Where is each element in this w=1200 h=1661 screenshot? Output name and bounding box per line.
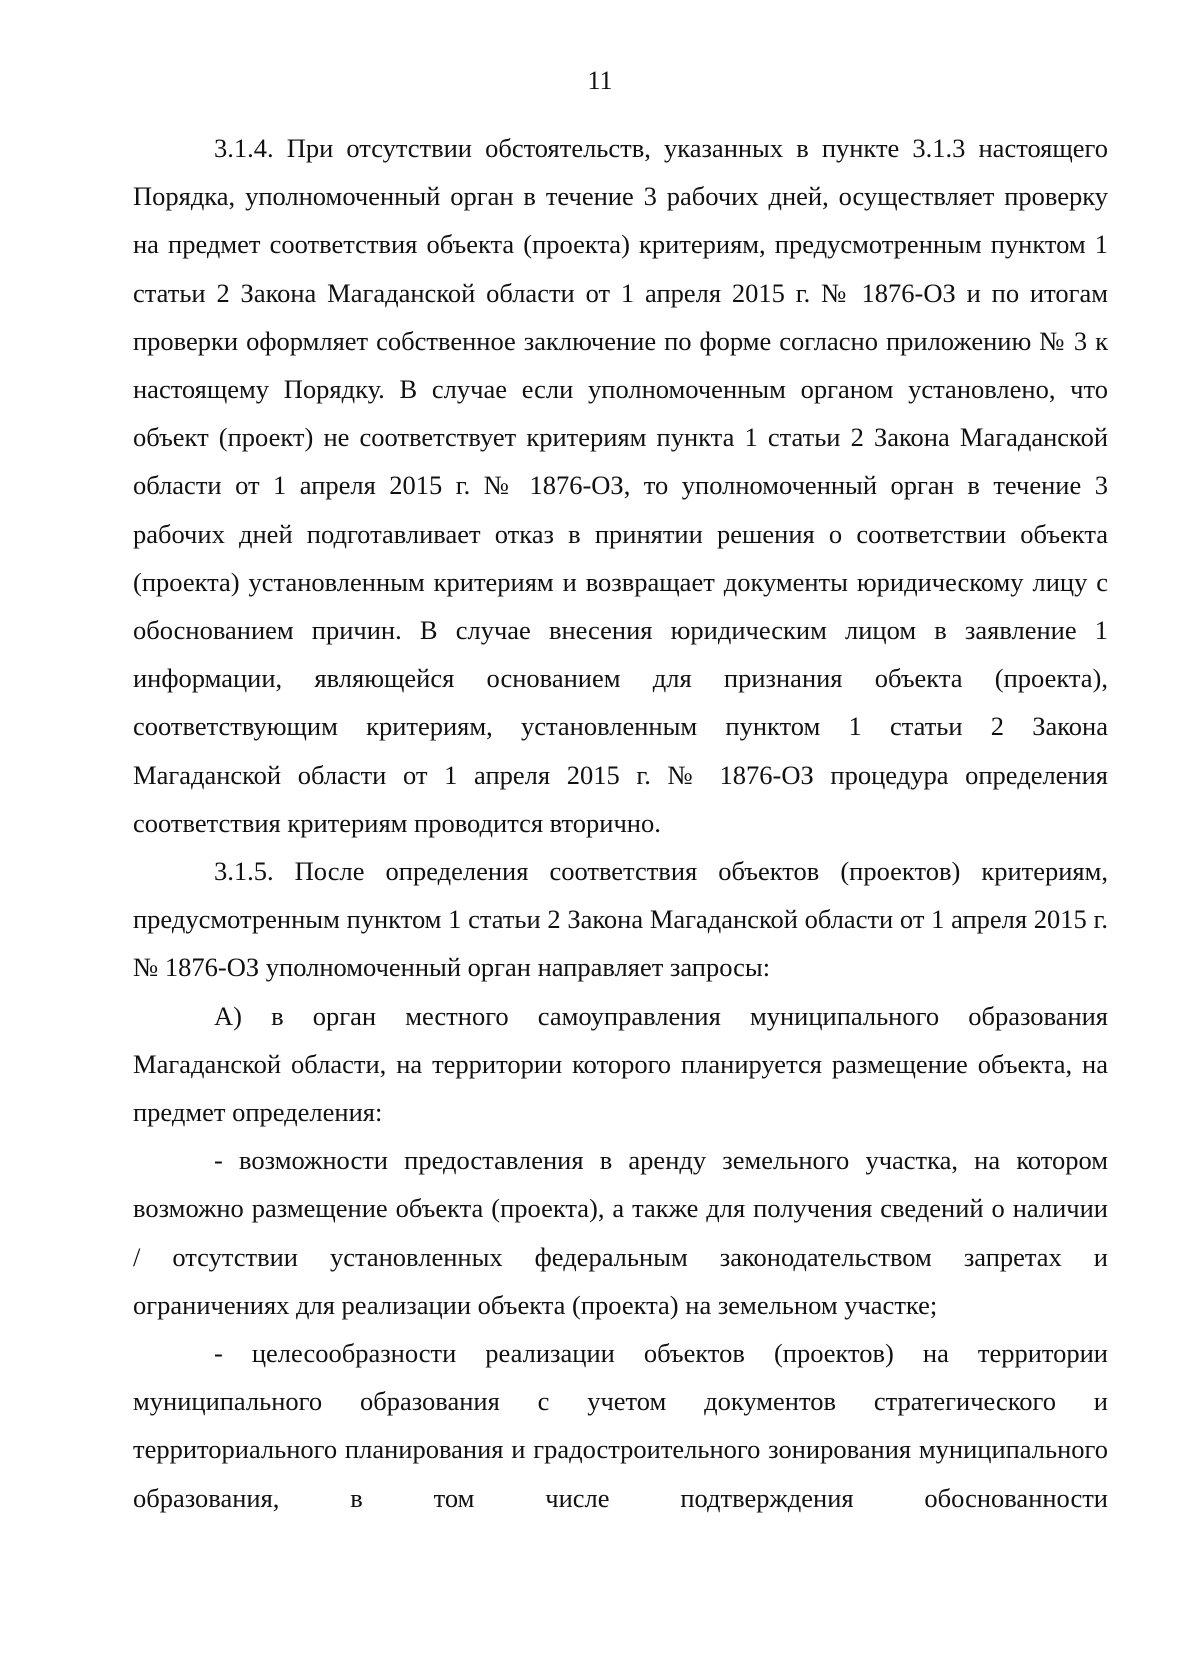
paragraph-3-1-5: 3.1.5. После определения соответствия объектов (проектов) критериям, предусмотренным пунктом 1 статьи 2 Закона Магаданской области от 1 апреля 2015 г. № 1876-ОЗ уполномоченный орган направляет запросы:: [133, 856, 1108, 983]
paragraph-3-1-4: 3.1.4. При отсутствии обстоятельств, указанных в пункте 3.1.3 настоящего Порядка, уполномоченный орган в течение 3 рабочих дней, осуществляет проверку на предмет соответствия объекта (проекта) критериям, предусмотренным пунктом 1 статьи 2 Закона Магаданской области от 1 апреля 2015 г. № 1876-ОЗ и по итогам проверки оформляет собственное заключение по форме согласно приложению № 3 к настоящему Порядку. В случае если уполномоченным органом установлено, что объект (проект) не соответствует критериям пункта 1 статьи 2 Закона Магаданской области от 1 апреля 2015 г. № 1876-ОЗ, то уполномоченный орган в течение 3 рабочих дней подготавливает отказ в принятии решения о соответствии объекта (проекта) установленным критериям и возвращает документы юридическому лицу с обоснованием причин. В случае внесения юридическим лицом в заявление 1 информации, являющейся основанием для признания объекта (проекта), соответствующим критериям, установленным пунктом 1 статьи 2 Закона Магаданской области от 1 апреля 2015 г. № 1876-ОЗ процедура определения соответствия критериям проводится вторично.: [133, 133, 1108, 838]
page-number: 11: [587, 66, 613, 95]
document-body: [133, 124, 1108, 1522]
paragraph-item-a: А) в орган местного самоуправления муниципального образования Магаданской области, на территории которого планируется размещение объекта, на предмет определения:: [133, 1000, 1108, 1128]
list-item-land-lease: - возможности предоставления в аренду земельного участка, на котором возможно размещение объекта (проекта), а также для получения сведений о наличии / отсутствии установленных федеральным законодательством запретах и ограничениях для реализации объекта (проекта) на земельном участке;: [133, 1145, 1108, 1320]
list-item-expediency: - целесообразности реализации объектов (проектов) на территории муниципального образования с учетом документов стратегического и территориального планирования и градостроительного зонирования муниципального образования, в том числе подтверждения обоснованности: [133, 1338, 1108, 1513]
